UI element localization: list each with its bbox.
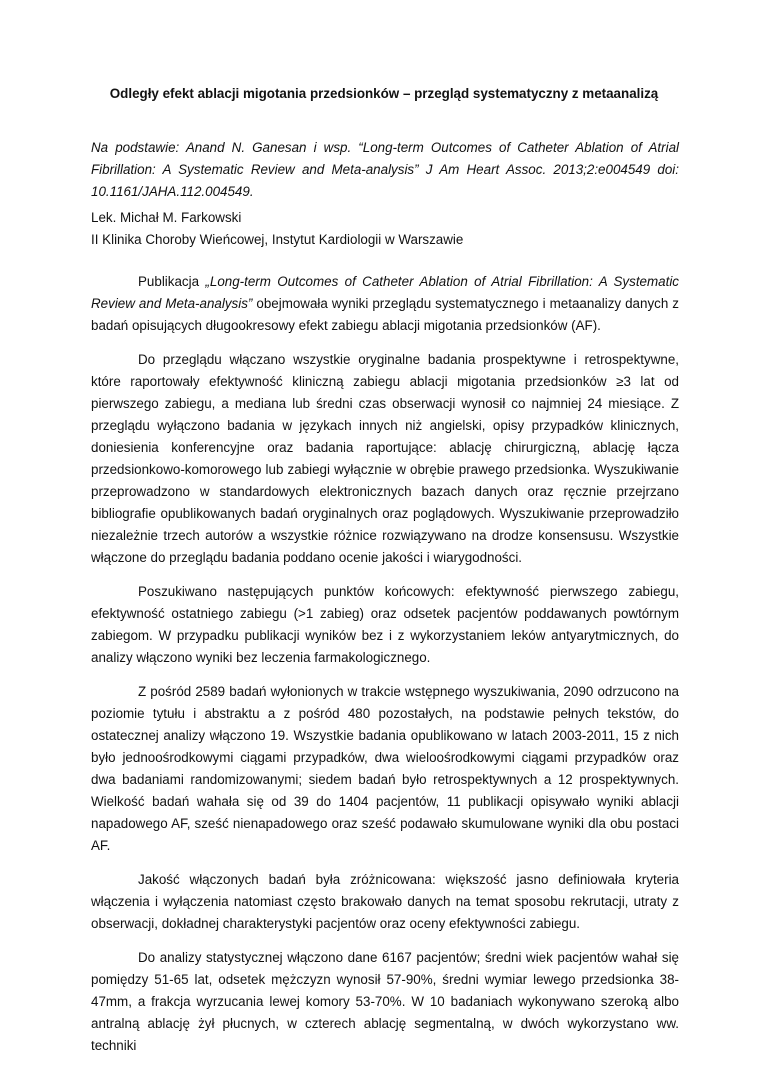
document-body — [91, 271, 679, 1069]
author-block — [91, 207, 679, 251]
intro-prefix: Publikacja — [138, 274, 206, 289]
intro-italic-title: „Long-term Outcomes of Catheter Ablation of Atrial Fibrillation: A Systematic Review and Meta-analysis” — [91, 274, 679, 311]
author-name: Lek. Michał M. Farkowski — [91, 210, 242, 225]
intro-suffix: obejmowała wyniki przeglądu systematycznego i metaanalizy danych z badań opisujących długookresowy efekt zabiegu ablacji migotania przedsionków (AF). — [91, 296, 679, 333]
paragraph-inclusion-criteria: Do przeglądu włączano wszystkie oryginalne badania prospektywne i retrospektywne, które raportowały efektywność kliniczną zabiegu ablacji migotania przedsionków ≥3 lat od pierwszego zabiegu, a mediana lub średni czas obserwacji wynosił co najmniej 24 miesiące. Z przeglądu wyłączono badania w językach innych niż angielski, opisy przypadków klinicznych, doniesienia konferencyjne oraz badania raportujące: ablację chirurgiczną, ablację łącza przedsionkowo-komorowego lub zabiegi wyłącznie w obrębie prawego przedsionka. Wyszukiwanie przeprowadzono w standardowych elektronicznych bazach danych oraz ręcznie przejrzano bibliografie opublikowanych badań oryginalnych oraz poglądowych. Wyszukiwanie przeprowadziło niezależnie trzech autorów a wszystkie różnice rozwiązywano na drodze konsensusu. Wszystkie włączone do przeglądu badania poddano ocenie jakości i wiarygodności. — [91, 352, 679, 565]
document-title: Odległy efekt ablacji migotania przedsionków – przegląd systematyczny z metaanalizą — [109, 86, 659, 101]
paragraph-study-quality: Jakość włączonych badań była zróżnicowana: większość jasno definiowała kryteria włączenia i wyłączenia natomiast często brakowało danych na temat sposobu rekrutacji, utraty z obserwacji, dokładnej charakterystyki pacjentów oraz oceny efektywności zabiegu. — [91, 872, 679, 931]
source-citation: Na podstawie: Anand N. Ganesan i wsp. “Long-term Outcomes of Catheter Ablation of Atrial Fibrillation: A Systematic Review and Meta-analysis” J Am Heart Assoc. 2013;2:e004549 doi: 10.1161/JAHA.112.004549. — [91, 140, 679, 199]
paragraph-study-selection: Z pośród 2589 badań wyłonionych w trakcie wstępnego wyszukiwania, 2090 odrzucono na poziomie tytułu i abstraktu a z pośród 480 pozostałych, na podstawie pełnych tekstów, do ostatecznej analizy włączono 19. Wszystkie badania opublikowano w latach 2003-2011, 15 z nich było jednoośrodkowymi ciągami przypadków, dwa wieloośrodkowymi ciągami przypadków oraz dwa badaniami randomizowanymi; siedem badań było retrospektywnych a 12 prospektywnych. Wielkość badań wahała się od 39 do 1404 pacjentów, 11 publikacji opisywało wyniki ablacji napadowego AF, sześć nienapadowego oraz sześć podawało skumulowane wyniki dla obu postaci AF. — [91, 684, 679, 853]
paragraph-endpoints: Poszukiwano następujących punktów końcowych: efektywność pierwszego zabiegu, efektywność ostatniego zabiegu (>1 zabieg) oraz odsetek pacjentów poddawanych powtórnym zabiegom. W przypadku publikacji wyników bez i z wykorzystaniem leków antyarytmicznych, do analizy włączono wyniki bez leczenia farmakologicznego. — [91, 584, 679, 665]
paragraph-statistics: Do analizy statystycznej włączono dane 6167 pacjentów; średni wiek pacjentów wahał się pomiędzy 51-65 lat, odsetek mężczyzn wynosił 57-90%, średni wymiar lewego przedsionka 38-47mm, a frakcja wyrzucania lewej komory 53-70%. W 10 badaniach wykonywano szeroką albo antralną ablację żył płucnych, w czterech ablację segmentalną, w dwóch wykorzystano ww. techniki — [91, 950, 679, 1053]
author-affiliation: II Klinika Choroby Wieńcowej, Instytut Kardiologii w Warszawie — [91, 232, 464, 247]
intro-paragraph — [91, 271, 679, 337]
